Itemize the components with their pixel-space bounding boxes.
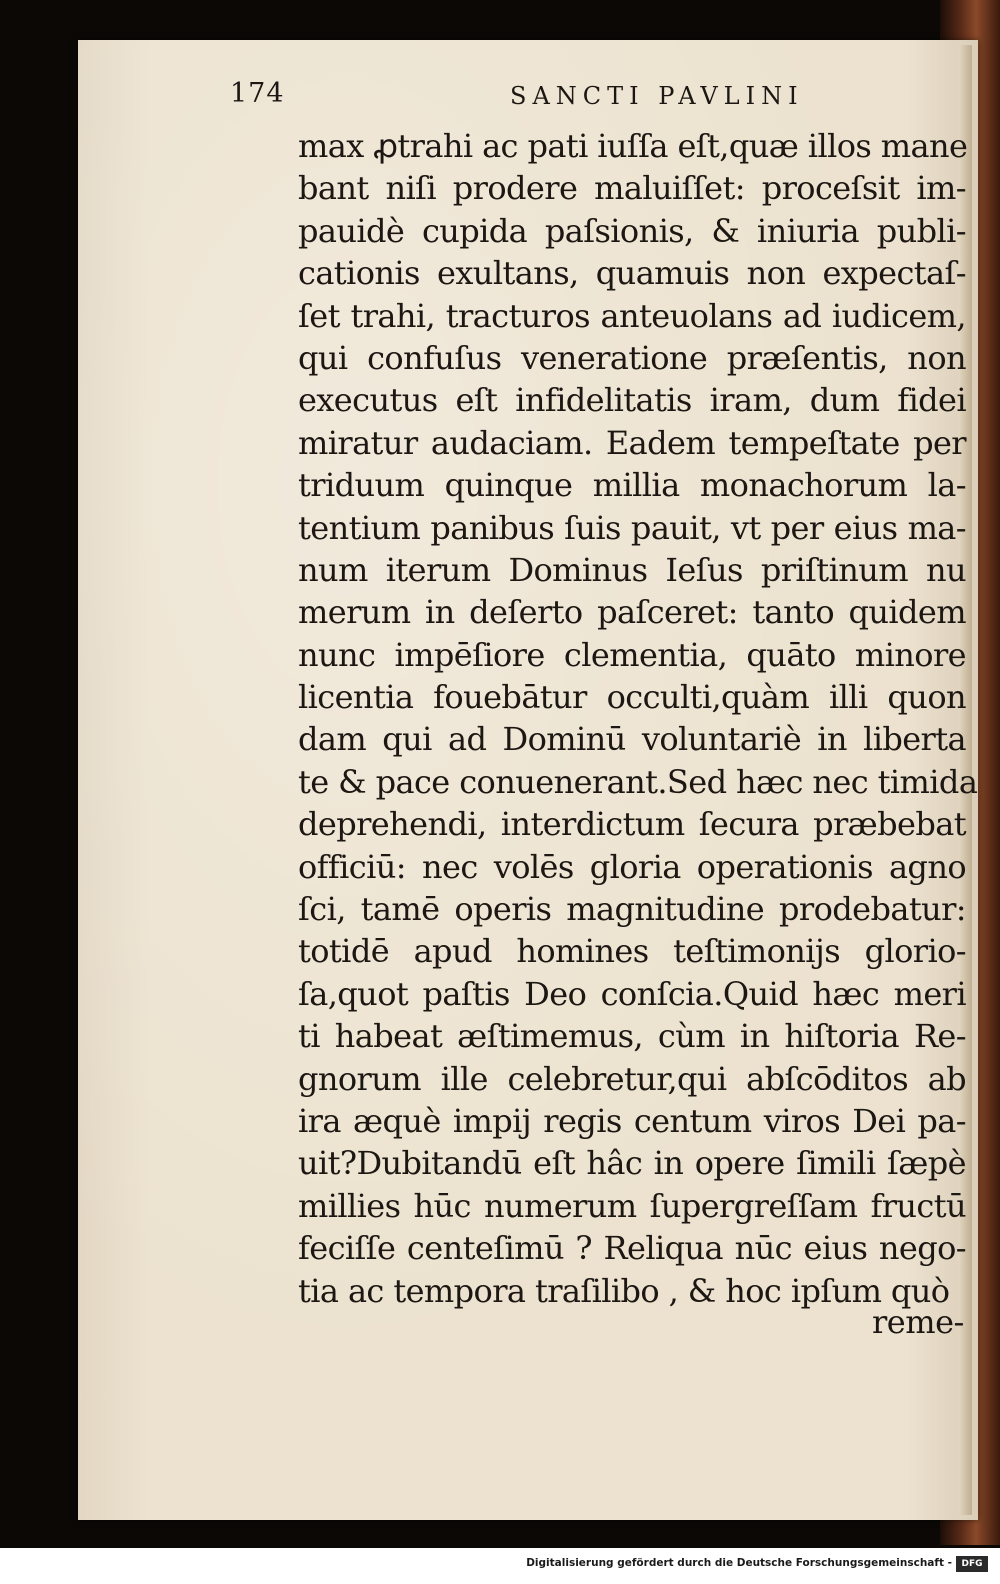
text-line: tia ac tempora traſilibo , & hoc ipſum quò xyxy=(298,1271,950,1310)
dfg-logo-icon: DFG xyxy=(956,1556,988,1572)
text-line: feciſſe centeſimū ? Reliqua nūc eius nego- xyxy=(298,1229,966,1268)
page-number: 174 xyxy=(230,78,285,109)
text-line: ti habeat æſtimemus, cùm in hiſtoria Re- xyxy=(298,1017,966,1056)
text-line: licentia fouebātur occulti,quàm illi quon xyxy=(298,678,966,717)
running-head xyxy=(230,78,970,118)
text-line: totidē apud homines teſtimonijs glorio- xyxy=(298,932,966,971)
text-line: merum in deſerto paſceret: tanto quidem xyxy=(298,593,966,632)
text-line: bant niſi prodere maluiſſet: proceſsit im- xyxy=(298,169,966,208)
text-line: officiū: nec volēs gloria operationis agno xyxy=(298,847,966,886)
text-line: ſci, tamē operis magnitudine prodebatur: xyxy=(298,890,966,929)
text-line: ſa,quot paſtis Deo conſcia.Quid hæc meri xyxy=(298,974,966,1013)
text-line: dam qui ad Dominū voluntariè in liberta xyxy=(298,720,966,759)
text-line: millies hūc numerum ſupergreſſam fructū xyxy=(298,1186,966,1225)
text-line: qui confuſus veneratione præſentis, non xyxy=(298,338,966,377)
text-line: ſet trahi, tracturos anteuolans ad iudicem, xyxy=(298,296,966,335)
text-line: gnorum ille celebretur,qui abſcōditos ab xyxy=(298,1059,966,1098)
text-line: max ꝓtrahi ac pati iuſſa eſt,quæ illos mane xyxy=(298,127,968,165)
text-line: num iterum Dominus Ieſus priſtinum nu xyxy=(298,550,966,589)
text-line: tentium panibus ſuis pauit, vt per eius ma- xyxy=(298,508,966,547)
text-line: uit?Dubitandū eſt hâc in opere ſimili ſæpè xyxy=(298,1144,966,1183)
text-line: deprehendi, interdictum ſecura præbebat xyxy=(298,805,966,844)
text-line: cationis exultans, quamuis non expectaſ- xyxy=(298,254,966,293)
text-block xyxy=(298,125,978,1312)
header-title: SANCTI PAVLINI xyxy=(510,82,804,110)
catchword: reme- xyxy=(872,1303,964,1341)
text-line: triduum quinque millia monachorum la- xyxy=(298,466,966,505)
text-line: ira æquè impij regis centum viros Dei pa- xyxy=(298,1101,966,1140)
footer-credit: Digitalisierung gefördert durch die Deutsche Forschungsgemeinschaft - xyxy=(526,1557,952,1569)
text-line: te & pace conuenerant.Sed hæc nec timida xyxy=(298,762,978,801)
text-line: pauidè cupida paſsionis, & iniuria publi- xyxy=(298,211,966,250)
footer-bar xyxy=(0,1548,1000,1584)
text-line: miratur audaciam. Eadem tempeſtate per xyxy=(298,423,966,462)
text-line: executus eſt infidelitatis iram, dum fidei xyxy=(298,381,966,420)
text-line: nunc impēſiore clementia, quāto minore xyxy=(298,635,966,674)
